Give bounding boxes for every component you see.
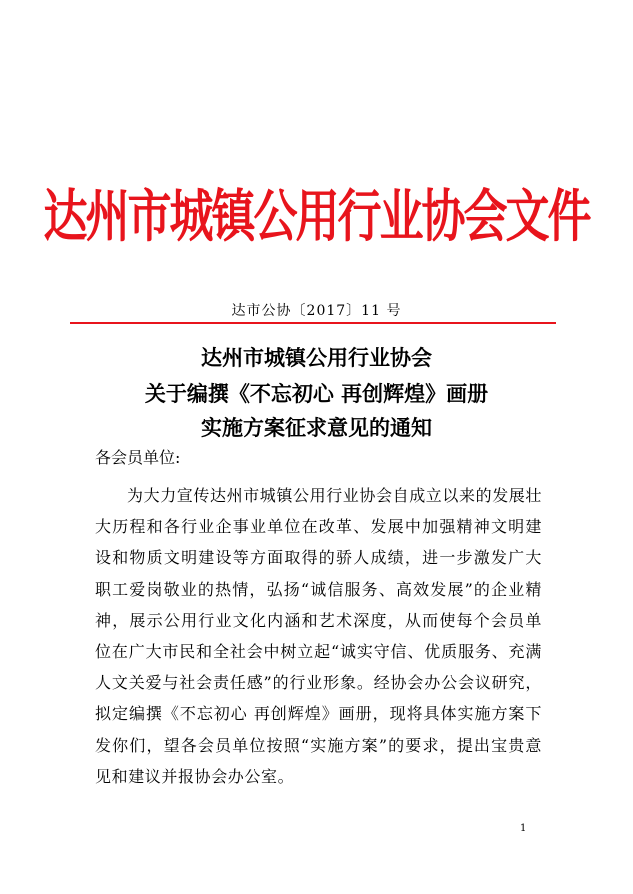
- body-paragraph: 为大力宣传达州市城镇公用行业协会自成立以来的发展壮大历程和各行业企事业单位在改革、发展中加强精神文明建设和物质文明建设等方面取得的骄人成绩，进一步激发广大职工爱岗敬业的热情，弘扬“诚信服务、高效发展”的企业精神，展示公用行业文化内涵和艺术深度，从而使每个会员单位在广大市民和全社会中树立起“诚实守信、优质服务、充满人文关爱与社会责任感”的行业形象。经协会办公会议研究，拟定编撰《不忘初心 再创辉煌》画册，现将具体实施方案下发你们，望各会员单位按照“实施方案”的要求，提出宝贵意见和建议并报协会办公室。: [95, 486, 543, 786]
- document-header-title: 达州市城镇公用行业协会文件: [43, 184, 590, 250]
- notice-title-line-3: 实施方案征求意见的通知: [201, 416, 432, 440]
- notice-title-line-2: 关于编撰《不忘初心 再创辉煌》画册: [144, 382, 489, 406]
- page-number: 1: [520, 823, 527, 834]
- red-divider-line: [70, 322, 556, 324]
- salutation: 各会员单位:: [95, 448, 181, 467]
- notice-title-line-1: 达州市城镇公用行业协会: [201, 346, 432, 370]
- document-number: 达市公协〔2017〕11 号: [231, 303, 402, 319]
